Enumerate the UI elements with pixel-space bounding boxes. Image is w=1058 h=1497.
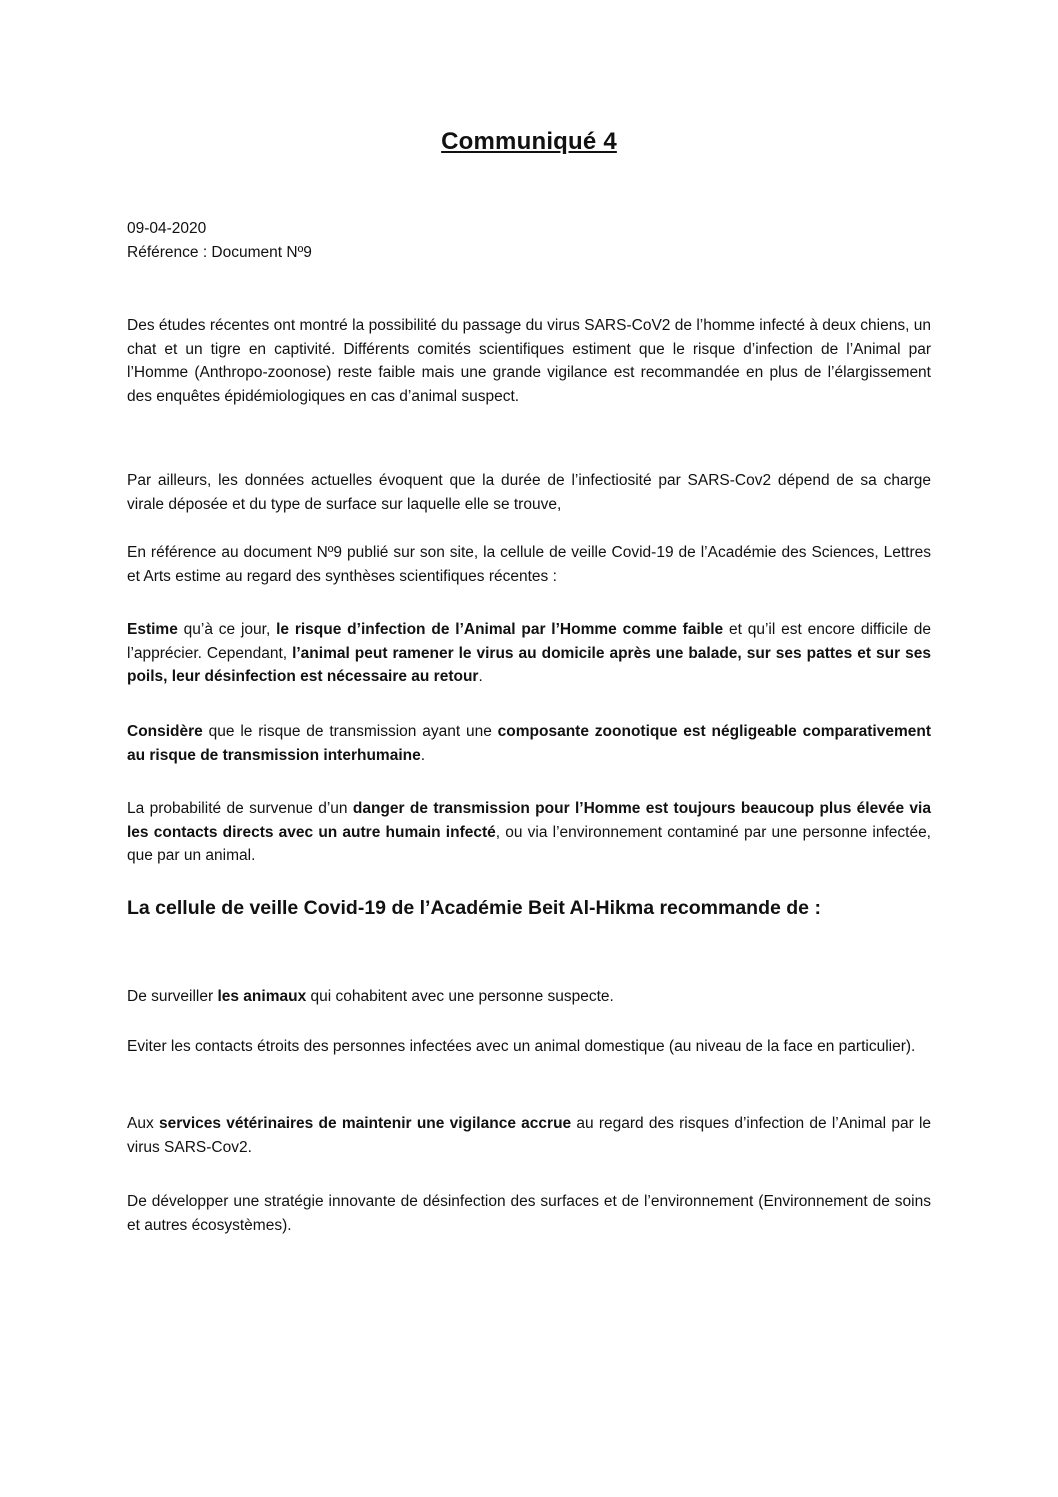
paragraph-infectiosity: Par ailleurs, les données actuelles évoquent que la durée de l’infectiosité par SARS-Cov2 dépend de sa charge virale déposée et du type de surface sur laquelle elle se trouve, bbox=[127, 472, 931, 513]
text: , ou via l’environnement contaminé par une personne infectée, que par un animal. bbox=[127, 823, 931, 864]
document-reference: Référence : Document Nº9 bbox=[127, 244, 312, 261]
paragraph-reference: En référence au document Nº9 publié sur son site, la cellule de veille Covid-19 de l’Académie des Sciences, Lettres et Arts estime au regard des synthèses scientifiques récentes : bbox=[127, 544, 931, 585]
document-meta bbox=[127, 217, 312, 265]
bold-text: danger de transmission pour l’Homme est toujours beaucoup plus élevée via les contacts directs avec un autre humain infecté bbox=[127, 800, 931, 841]
recommendation-item bbox=[127, 1112, 931, 1160]
paragraph-considere bbox=[127, 720, 931, 767]
bold-text: l’animal peut ramener le virus au domicile après une balade, sur ses pattes et sur ses poils, leur désinfection est nécessaire au retour bbox=[127, 644, 931, 685]
paragraph-studies: Des études récentes ont montré la possibilité du passage du virus SARS-CoV2 de l’homme infecté à deux chiens, un chat et un tigre en captivité. Différents comités scientifiques estiment que le risque d’infection de l’Animal par l’Homme (Anthropo-zoonose) reste faible mais une grande vigilance est recommandée en plus de l’élargissement des enquêtes épidémiologiques en cas d’animal suspect. bbox=[127, 317, 931, 405]
paragraph-probabilite bbox=[127, 797, 931, 868]
text: qui cohabitent avec une personne suspecte. bbox=[306, 988, 614, 1005]
text: . bbox=[420, 746, 426, 764]
bold-text: Considère bbox=[127, 723, 203, 740]
document-date: 09-04-2020 bbox=[127, 220, 207, 237]
bold-text: les animaux bbox=[217, 988, 307, 1005]
recommendation-item bbox=[127, 985, 931, 1009]
text: et qu’il est encore difficile de l’apprécier. Cependant, bbox=[127, 621, 931, 662]
bold-text: le risque d’infection de l’Animal par l’Homme comme faible bbox=[276, 621, 724, 638]
text: Aux bbox=[127, 1115, 159, 1132]
document-title: Communiqué 4 bbox=[441, 128, 617, 155]
recommendation-item: De développer une stratégie innovante de désinfection des surfaces et de l’environnement (Environnement de soins et autres écosystèmes). bbox=[127, 1193, 931, 1234]
text: au regard des risques d’infection de l’Animal par le virus SARS-Cov2. bbox=[127, 1115, 932, 1156]
text: De surveiller bbox=[127, 988, 218, 1005]
bold-text: services vétérinaires de maintenir une vigilance accrue bbox=[158, 1115, 572, 1132]
bold-text: Estime bbox=[127, 621, 178, 638]
recommendations-heading: La cellule de veille Covid-19 de l’Académie Beit Al-Hikma recommande de : bbox=[127, 897, 821, 919]
bold-text: composante zoonotique est négligeable comparativement au risque de transmission interhumaine bbox=[127, 723, 931, 764]
recommendation-item: Eviter les contacts étroits des personnes infectées avec un animal domestique (au niveau de la face en particulier). bbox=[127, 1038, 916, 1055]
text: . bbox=[478, 668, 483, 685]
text: qu’à ce jour, bbox=[177, 621, 277, 638]
text: La probabilité de survenue d’un bbox=[127, 800, 353, 817]
paragraph-estime bbox=[127, 618, 931, 689]
text: que le risque de transmission ayant une bbox=[202, 723, 498, 740]
